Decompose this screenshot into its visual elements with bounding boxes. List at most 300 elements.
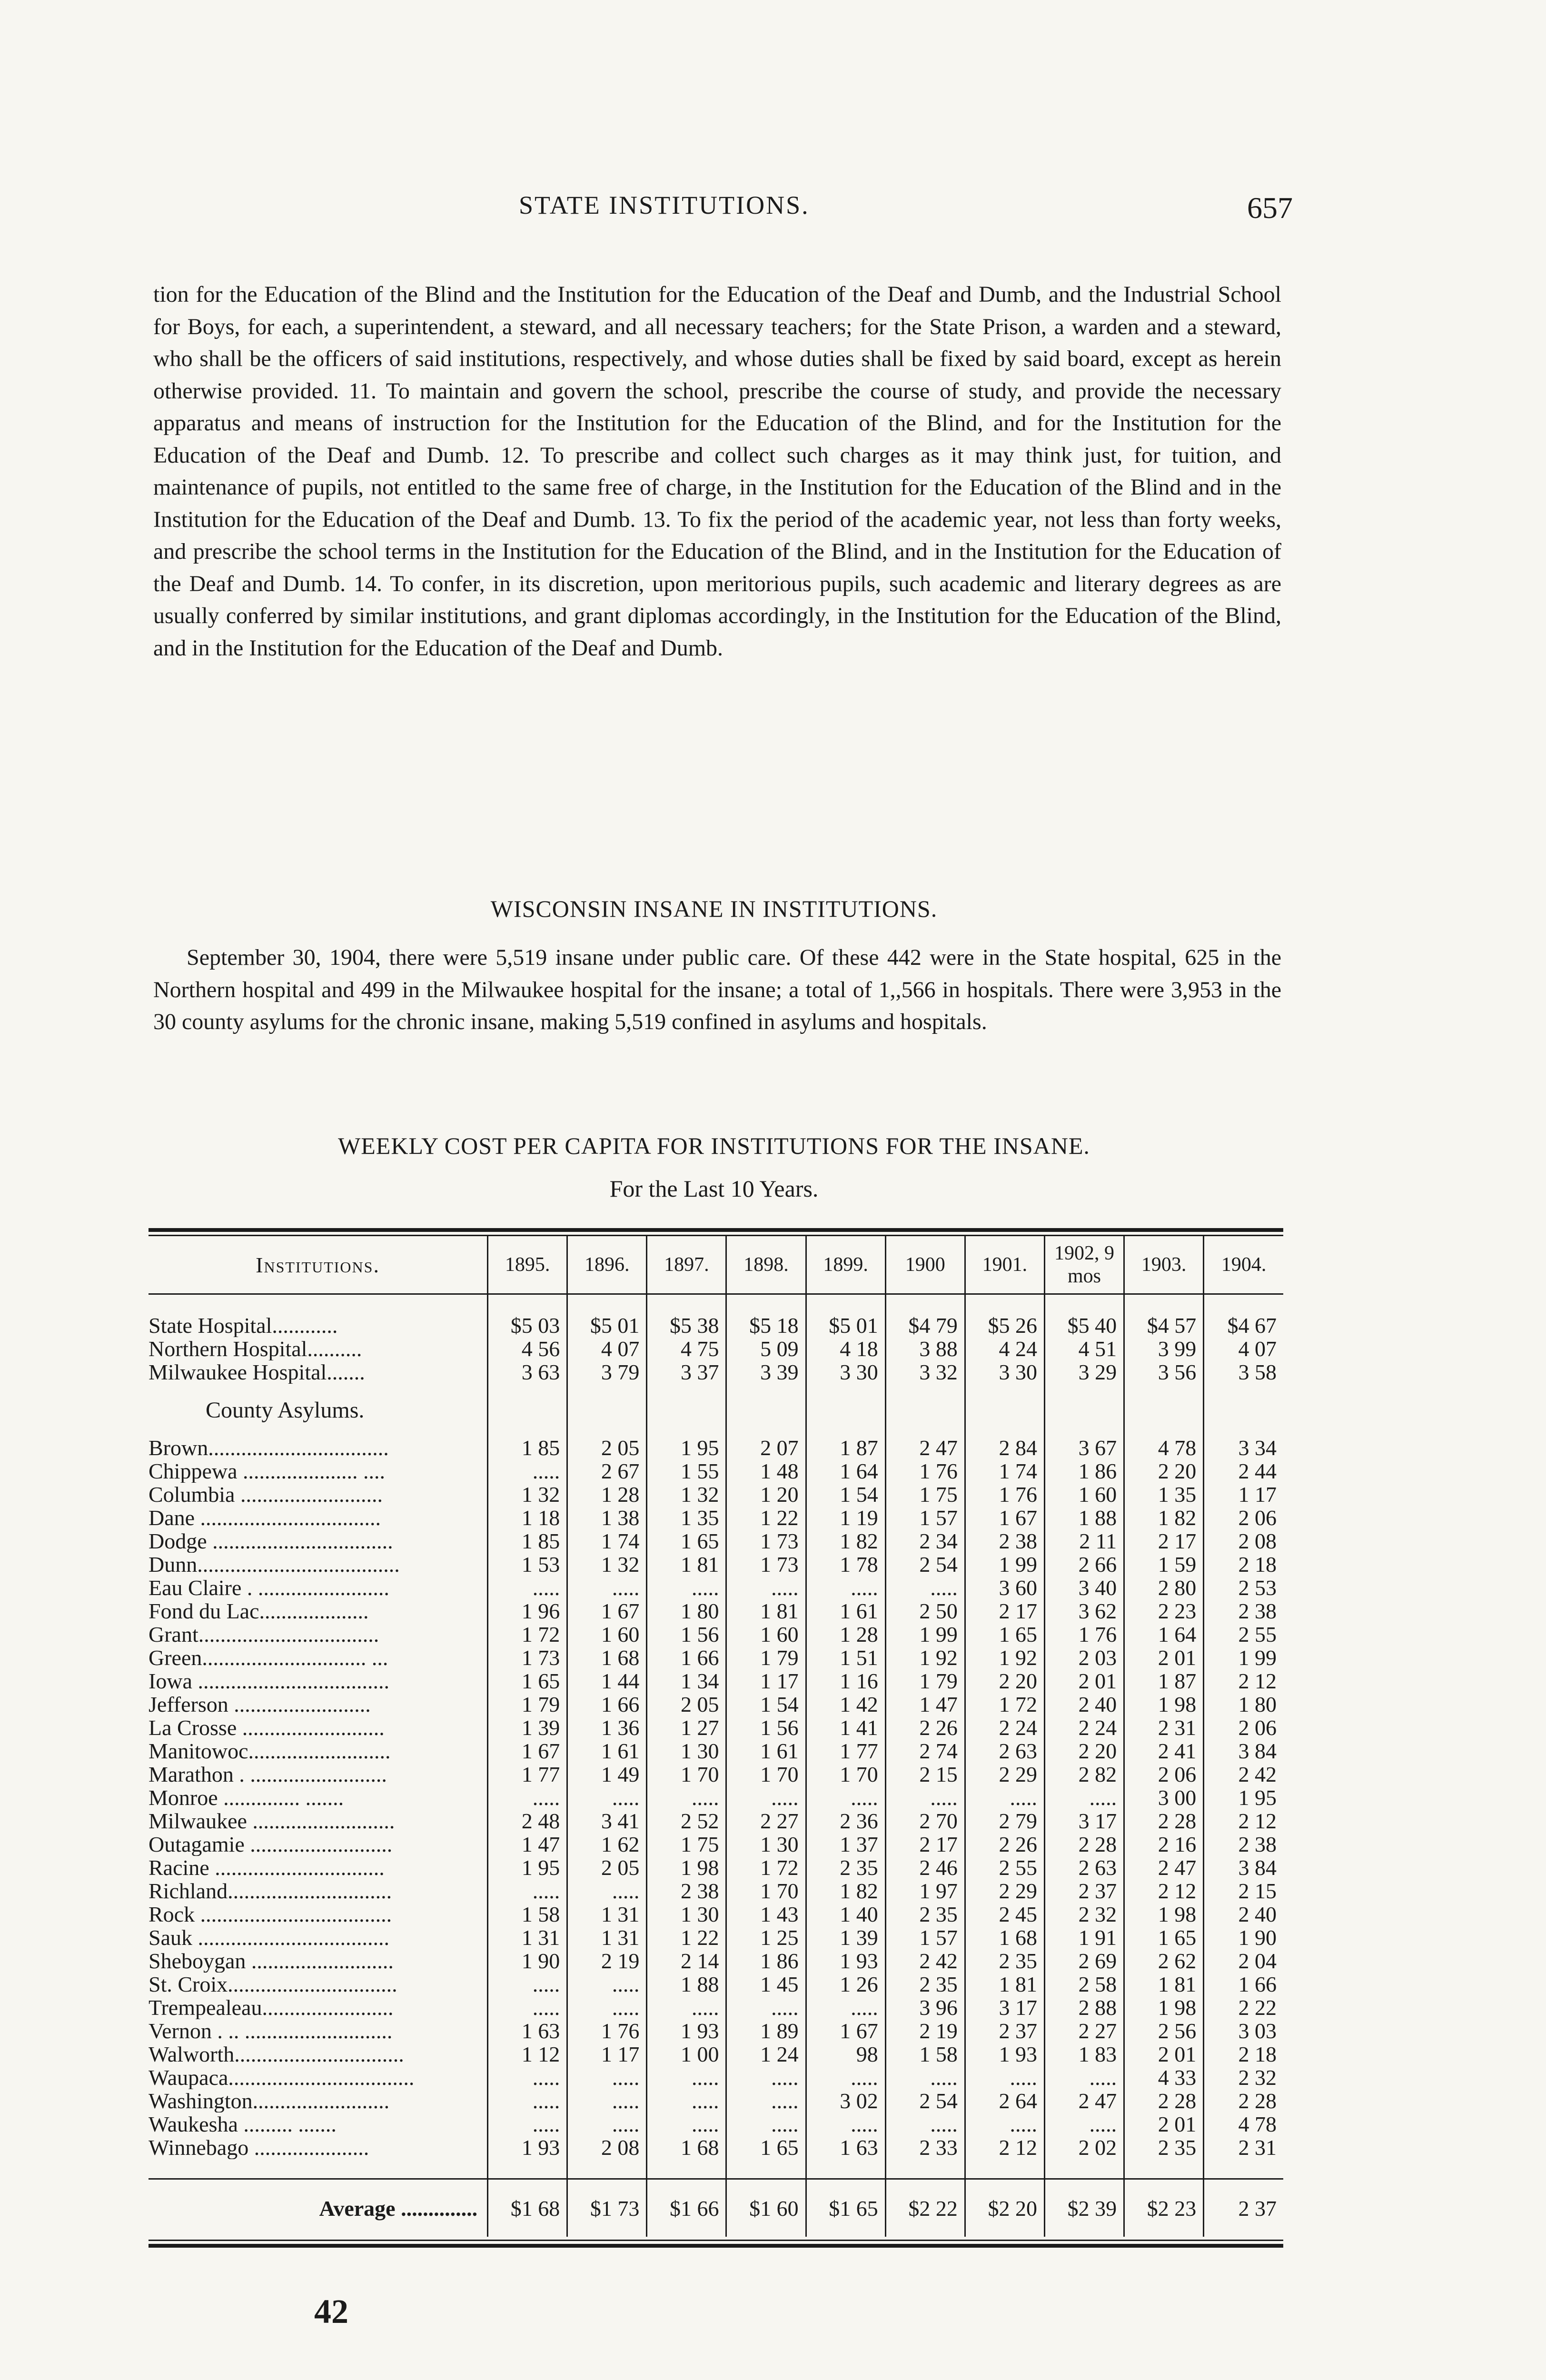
cost-cell: 3 29 [1044, 1360, 1124, 1384]
county-row [149, 1926, 1283, 1949]
cost-cell: 1 88 [647, 1973, 726, 1996]
cost-cell: 2 26 [965, 1833, 1044, 1856]
cost-table [149, 1236, 1283, 2237]
cost-cell: ..... [806, 1576, 885, 1599]
cost-cell: 1 85 [488, 1529, 567, 1553]
cost-cell: 1 40 [806, 1903, 885, 1926]
county-row [149, 1623, 1283, 1646]
cost-cell: 2 35 [806, 1856, 885, 1879]
spacer-cell [726, 2159, 806, 2179]
cost-cell: 2 58 [1044, 1973, 1124, 1996]
cost-cell: 2 56 [1124, 2019, 1204, 2043]
cost-cell: 2 01 [1124, 2112, 1204, 2136]
cost-cell: $2 23 [1124, 2179, 1204, 2237]
cost-cell: 4 18 [806, 1337, 885, 1360]
cost-cell: 3 39 [726, 1360, 806, 1384]
cost-cell: $5 26 [965, 1314, 1044, 1337]
county-heading: County Asylums. [206, 1397, 365, 1423]
cost-cell: 2 17 [885, 1833, 965, 1856]
cost-cell: 1 88 [1044, 1506, 1124, 1529]
spacer-cell [647, 1384, 726, 1436]
cost-cell: $1 60 [726, 2179, 806, 2237]
cost-cell: 2 32 [1044, 1903, 1124, 1926]
insane-paragraph: September 30, 1904, there were 5,519 insane under public care. Of these 442 were in the State hospital, 625 in the Northern hospital and 499 in the Milwaukee hospital for the insane; a total of 1,,566 in hospitals. There were 3,953 in the 30 county asylums for the chronic insane, making 5,519 confined in asylums and hospitals. [153, 945, 1281, 1034]
cost-cell: 1 37 [806, 1833, 885, 1856]
cost-cell: 1 61 [806, 1599, 885, 1623]
cost-cell: 2 07 [726, 1436, 806, 1459]
cost-cell: ..... [726, 2066, 806, 2089]
cost-cell: ..... [726, 2112, 806, 2136]
cost-cell: ..... [965, 1786, 1044, 1809]
cost-cell: 2 19 [885, 2019, 965, 2043]
cost-cell: 1 99 [885, 1623, 965, 1646]
cost-cell: 2 31 [1204, 2136, 1283, 2159]
cost-cell: 2 38 [965, 1529, 1044, 1553]
institution-name: Washington......................... [149, 2089, 390, 2112]
institution-name: Marathon . ......................... [149, 1763, 387, 1786]
cost-cell: ..... [885, 1576, 965, 1599]
cost-cell: 1 82 [1124, 1506, 1204, 1529]
cost-cell: 2 36 [806, 1809, 885, 1833]
cost-cell: 2 28 [1124, 1809, 1204, 1833]
cost-cell: 1 72 [965, 1693, 1044, 1716]
cost-cell: 1 58 [488, 1903, 567, 1926]
cost-cell: 3 30 [806, 1360, 885, 1384]
institution-name: Monroe .............. ....... [149, 1786, 344, 1809]
cost-cell: 3 17 [965, 1996, 1044, 2019]
cost-cell: ..... [1044, 1786, 1124, 1809]
cost-cell: 2 05 [567, 1856, 647, 1879]
cost-cell: 3 41 [567, 1809, 647, 1833]
cost-cell: 2 53 [1204, 1576, 1283, 1599]
cost-cell: 1 76 [567, 2019, 647, 2043]
cost-cell: 2 84 [965, 1436, 1044, 1459]
cost-cell: ..... [726, 2089, 806, 2112]
cost-cell: 1 47 [488, 1833, 567, 1856]
cost-cell: 2 15 [885, 1763, 965, 1786]
table-top-rule [149, 1228, 1283, 1232]
cost-cell: $1 68 [488, 2179, 567, 2237]
cost-table-wrapper [149, 1228, 1283, 2248]
cost-cell: 1 60 [1044, 1483, 1124, 1506]
county-row [149, 1973, 1283, 1996]
spacer-cell [1124, 1294, 1204, 1314]
cost-cell: 3 79 [567, 1360, 647, 1384]
cost-cell: 3 99 [1124, 1337, 1204, 1360]
spacer-cell [1124, 2159, 1204, 2179]
spacer-cell [726, 1384, 806, 1436]
cost-cell: 1 65 [965, 1623, 1044, 1646]
cost-cell: ..... [885, 1786, 965, 1809]
cost-cell: 1 95 [1204, 1786, 1283, 1809]
cost-cell: 1 31 [567, 1926, 647, 1949]
cost-cell: 1 82 [806, 1879, 885, 1903]
cost-cell: 1 93 [488, 2136, 567, 2159]
cost-cell: 3 62 [1044, 1599, 1124, 1623]
cost-cell: 2 18 [1204, 2043, 1283, 2066]
cost-cell: 2 82 [1044, 1763, 1124, 1786]
cost-cell: 2 11 [1044, 1529, 1124, 1553]
cost-cell: 1 99 [965, 1553, 1044, 1576]
header-year: 1901. [965, 1236, 1044, 1294]
cost-cell: 2 17 [965, 1599, 1044, 1623]
cost-cell: 1 81 [647, 1553, 726, 1576]
header-year: 1899. [806, 1236, 885, 1294]
cost-cell: 1 85 [488, 1436, 567, 1459]
institution-name: Dunn..................................... [149, 1553, 400, 1576]
county-row [149, 1949, 1283, 1973]
institution-name: Trempealeau........................ [149, 1996, 394, 2019]
cost-cell: 2 29 [965, 1879, 1044, 1903]
table-header-row [149, 1236, 1283, 1294]
cost-cell: 2 66 [1044, 1553, 1124, 1576]
cost-cell: 3 17 [1044, 1809, 1124, 1833]
header-institutions: Institutions. [149, 1236, 488, 1294]
cost-cell: 1 80 [1204, 1693, 1283, 1716]
cost-cell: 1 60 [567, 1623, 647, 1646]
cost-cell: 1 66 [1204, 1973, 1283, 1996]
cost-cell: 1 65 [726, 2136, 806, 2159]
cost-cell: 1 77 [488, 1763, 567, 1786]
cost-cell: 1 73 [488, 1646, 567, 1669]
cost-cell: 3 96 [885, 1996, 965, 2019]
institution-name: Average .............. [149, 2179, 488, 2237]
county-row [149, 1599, 1283, 1623]
cost-cell: 2 08 [1204, 1529, 1283, 1553]
cost-cell: 2 52 [647, 1809, 726, 1833]
cost-cell: ..... [1044, 2112, 1124, 2136]
cost-cell: ..... [488, 1786, 567, 1809]
spacer-cell [885, 2159, 965, 2179]
institution-name: Racine ............................... [149, 1856, 385, 1879]
cost-cell: 1 00 [647, 2043, 726, 2066]
cost-cell: 1 77 [806, 1739, 885, 1763]
cost-cell: $5 38 [647, 1314, 726, 1337]
spacer-cell [885, 1294, 965, 1314]
county-row [149, 1833, 1283, 1856]
cost-cell: 3 40 [1044, 1576, 1124, 1599]
cost-cell: 2 12 [1204, 1809, 1283, 1833]
institution-name: Columbia .......................... [149, 1483, 383, 1506]
cost-cell: 1 54 [806, 1483, 885, 1506]
cost-cell: 1 31 [567, 1903, 647, 1926]
cost-cell: 2 20 [965, 1669, 1044, 1693]
cost-cell: 1 95 [647, 1436, 726, 1459]
cost-cell: 2 37 [1044, 1879, 1124, 1903]
cost-cell: ..... [488, 1996, 567, 2019]
cost-cell: 1 93 [965, 2043, 1044, 2066]
institution-name: La Crosse .......................... [149, 1716, 385, 1739]
cost-cell: 1 92 [885, 1646, 965, 1669]
cost-cell: 2 17 [1124, 1529, 1204, 1553]
cost-cell: 1 55 [647, 1459, 726, 1483]
cost-cell: ..... [726, 1576, 806, 1599]
cost-cell: ..... [567, 1879, 647, 1903]
intro-text-block [153, 278, 1281, 664]
cost-cell: ..... [647, 1996, 726, 2019]
cost-cell: 2 28 [1044, 1833, 1124, 1856]
institution-name: Manitowoc.......................... [149, 1739, 391, 1763]
institution-name: Walworth............................... [149, 2043, 404, 2066]
spacer-cell [1204, 1294, 1283, 1314]
cost-cell: 1 68 [965, 1926, 1044, 1949]
county-row [149, 2043, 1283, 2066]
cost-cell: 1 16 [806, 1669, 885, 1693]
cost-cell: 1 57 [885, 1926, 965, 1949]
cost-cell: 1 17 [1204, 1483, 1283, 1506]
county-row [149, 1669, 1283, 1693]
table-bottom-rule [149, 2244, 1283, 2248]
county-row [149, 1716, 1283, 1739]
cost-cell: 2 01 [1044, 1669, 1124, 1693]
cost-cell: 1 98 [647, 1856, 726, 1879]
cost-cell: 2 20 [1044, 1739, 1124, 1763]
cost-cell: $4 79 [885, 1314, 965, 1337]
county-row [149, 1763, 1283, 1786]
institution-name: Sauk ................................... [149, 1926, 389, 1949]
institution-name: Jefferson ......................... [149, 1693, 371, 1716]
cost-cell: 2 63 [965, 1739, 1044, 1763]
cost-cell: 1 26 [806, 1973, 885, 1996]
cost-cell: 3 37 [647, 1360, 726, 1384]
cost-cell: 1 61 [567, 1739, 647, 1763]
cost-cell: 2 37 [965, 2019, 1044, 2043]
county-row [149, 1646, 1283, 1669]
cost-cell: ..... [488, 1459, 567, 1483]
institution-name: Waupaca.................................. [149, 2066, 415, 2089]
cost-cell: 2 03 [1044, 1646, 1124, 1669]
cost-cell: 1 74 [965, 1459, 1044, 1483]
institution-name: Eau Claire . ........................ [149, 1576, 389, 1599]
cost-cell: $2 39 [1044, 2179, 1124, 2237]
cost-cell: 1 79 [488, 1693, 567, 1716]
county-row [149, 2136, 1283, 2159]
cost-cell: 4 75 [647, 1337, 726, 1360]
cost-cell: 2 38 [1204, 1599, 1283, 1623]
cost-cell: 3 34 [1204, 1436, 1283, 1459]
cost-cell: 1 45 [726, 1973, 806, 1996]
spacer-cell [726, 1294, 806, 1314]
cost-cell: 1 96 [488, 1599, 567, 1623]
county-row [149, 1529, 1283, 1553]
cost-cell: 1 56 [647, 1623, 726, 1646]
county-row [149, 2089, 1283, 2112]
cost-cell: 1 67 [965, 1506, 1044, 1529]
cost-cell: 2 02 [1044, 2136, 1124, 2159]
cost-cell: 1 75 [647, 1833, 726, 1856]
cost-cell: 2 50 [885, 1599, 965, 1623]
cost-cell: 2 74 [885, 1739, 965, 1763]
county-row [149, 1879, 1283, 1903]
cost-cell: 2 38 [1204, 1833, 1283, 1856]
cost-cell: ..... [647, 2112, 726, 2136]
cost-cell: 1 93 [806, 1949, 885, 1973]
cost-cell: 1 90 [1204, 1926, 1283, 1949]
cost-cell: 1 31 [488, 1926, 567, 1949]
cost-cell: 1 97 [885, 1879, 965, 1903]
cost-cell: 2 16 [1124, 1833, 1204, 1856]
spacer-cell [806, 2159, 885, 2179]
cost-cell: 1 12 [488, 2043, 567, 2066]
spacer-cell [567, 1294, 647, 1314]
cost-cell: 1 82 [806, 1529, 885, 1553]
cost-cell: 2 32 [1204, 2066, 1283, 2089]
county-row [149, 1996, 1283, 2019]
cost-cell: 1 67 [806, 2019, 885, 2043]
cost-cell: 1 67 [488, 1739, 567, 1763]
cost-cell: 1 66 [567, 1693, 647, 1716]
cost-cell: 1 72 [726, 1856, 806, 1879]
cost-cell: 3 67 [1044, 1436, 1124, 1459]
spacer-cell [1204, 2159, 1283, 2179]
cost-cell: 1 70 [726, 1879, 806, 1903]
cost-cell: 1 30 [726, 1833, 806, 1856]
cost-cell: 1 74 [567, 1529, 647, 1553]
county-row [149, 1903, 1283, 1926]
cost-cell: 4 78 [1124, 1436, 1204, 1459]
cost-cell: ..... [488, 2089, 567, 2112]
county-row [149, 1856, 1283, 1879]
spacer-cell [488, 1294, 567, 1314]
cost-cell: 1 42 [806, 1693, 885, 1716]
spacer-cell [1044, 1384, 1124, 1436]
cost-cell: 1 64 [806, 1459, 885, 1483]
cost-cell: ..... [567, 1786, 647, 1809]
cost-cell: 2 88 [1044, 1996, 1124, 2019]
cost-cell: 4 51 [1044, 1337, 1124, 1360]
cost-cell: 3 88 [885, 1337, 965, 1360]
cost-cell: 2 24 [965, 1716, 1044, 1739]
cost-cell: 1 86 [1044, 1459, 1124, 1483]
cost-cell: 1 65 [1124, 1926, 1204, 1949]
cost-cell: 1 87 [806, 1436, 885, 1459]
cost-cell: ..... [885, 2112, 965, 2136]
cost-cell: 1 28 [806, 1623, 885, 1646]
cost-cell: 2 80 [1124, 1576, 1204, 1599]
cost-cell: 1 91 [1044, 1926, 1124, 1949]
header-year: 1900 [885, 1236, 965, 1294]
cost-cell: ..... [488, 1576, 567, 1599]
cost-cell: 3 58 [1204, 1360, 1283, 1384]
hospital-row [149, 1314, 1283, 1337]
cost-cell: 2 01 [1124, 1646, 1204, 1669]
spacer-cell [885, 1384, 965, 1436]
cost-cell: 1 80 [647, 1599, 726, 1623]
cost-cell: 2 64 [965, 2089, 1044, 2112]
cost-cell: 1 60 [726, 1623, 806, 1646]
cost-cell: 1 67 [567, 1599, 647, 1623]
cost-cell: ..... [488, 2066, 567, 2089]
cost-cell: 1 79 [885, 1669, 965, 1693]
cost-cell: 2 12 [1204, 1669, 1283, 1693]
cost-cell: 2 08 [567, 2136, 647, 2159]
cost-cell: 1 62 [567, 1833, 647, 1856]
cost-cell: 1 49 [567, 1763, 647, 1786]
cost-cell: 1 63 [488, 2019, 567, 2043]
header-year: 1898. [726, 1236, 806, 1294]
cost-cell: 2 31 [1124, 1716, 1204, 1739]
cost-cell: $2 22 [885, 2179, 965, 2237]
cost-cell: 1 70 [647, 1763, 726, 1786]
header-year: 1902, 9 mos [1044, 1236, 1124, 1294]
cost-cell: 1 51 [806, 1646, 885, 1669]
spacer-cell [567, 2159, 647, 2179]
cost-cell: 1 70 [806, 1763, 885, 1786]
cost-cell: 2 40 [1044, 1693, 1124, 1716]
cost-cell: 1 76 [1044, 1623, 1124, 1646]
table-subheading: For the Last 10 Years. [609, 1175, 819, 1202]
spacer-cell [965, 2159, 1044, 2179]
cost-cell: 1 79 [726, 1646, 806, 1669]
cost-cell: 2 47 [885, 1436, 965, 1459]
cost-cell: ..... [1044, 2066, 1124, 2089]
cost-cell: 1 44 [567, 1669, 647, 1693]
cost-cell: 3 56 [1124, 1360, 1204, 1384]
cost-cell: $1 65 [806, 2179, 885, 2237]
cost-cell: 3 02 [806, 2089, 885, 2112]
cost-cell: 2 01 [1124, 2043, 1204, 2066]
county-row [149, 1693, 1283, 1716]
cost-cell: 4 33 [1124, 2066, 1204, 2089]
cost-cell: 2 12 [965, 2136, 1044, 2159]
cost-cell: 2 47 [1124, 1856, 1204, 1879]
cost-cell: 2 45 [965, 1903, 1044, 1926]
cost-cell: 3 84 [1204, 1856, 1283, 1879]
cost-cell: 4 56 [488, 1337, 567, 1360]
cost-cell: 1 22 [726, 1506, 806, 1529]
cost-cell: ..... [647, 2066, 726, 2089]
cost-cell: 1 95 [488, 1856, 567, 1879]
cost-cell: 2 37 [1204, 2179, 1283, 2237]
county-heading-row [149, 1384, 1283, 1436]
cost-cell: 2 42 [1204, 1763, 1283, 1786]
cost-cell: 2 67 [567, 1459, 647, 1483]
county-row [149, 1786, 1283, 1809]
cost-cell: 1 68 [567, 1646, 647, 1669]
cost-cell: 2 04 [1204, 1949, 1283, 1973]
institution-name: Sheboygan .......................... [149, 1949, 394, 1973]
cost-cell: 1 76 [965, 1483, 1044, 1506]
spacer-cell [488, 2159, 567, 2179]
cost-cell: 2 46 [885, 1856, 965, 1879]
cost-cell: $5 18 [726, 1314, 806, 1337]
cost-cell: 2 22 [1204, 1996, 1283, 2019]
cost-cell: 1 78 [806, 1553, 885, 1576]
cost-cell: 1 83 [1044, 2043, 1124, 2066]
cost-cell: 98 [806, 2043, 885, 2066]
cost-cell: 5 09 [726, 1337, 806, 1360]
spacer-row [149, 2159, 1283, 2179]
cost-cell: 2 33 [885, 2136, 965, 2159]
spacer-cell [567, 1384, 647, 1436]
cost-cell: ..... [965, 2112, 1044, 2136]
cost-cell: 2 54 [885, 1553, 965, 1576]
cost-cell: 1 39 [488, 1716, 567, 1739]
cost-cell: 2 05 [567, 1436, 647, 1459]
cost-cell: ..... [647, 1576, 726, 1599]
institution-name: Milwaukee Hospital....... [149, 1360, 365, 1384]
header-year: 1895. [488, 1236, 567, 1294]
cost-cell: 1 59 [1124, 1553, 1204, 1576]
county-row [149, 2066, 1283, 2089]
cost-cell: ..... [488, 1879, 567, 1903]
spacer-row [149, 1294, 1283, 1314]
cost-cell: 2 35 [885, 1973, 965, 1996]
spacer-cell [1044, 2159, 1124, 2179]
cost-cell: ..... [488, 1973, 567, 1996]
cost-cell: $1 66 [647, 2179, 726, 2237]
cost-cell: 1 22 [647, 1926, 726, 1949]
